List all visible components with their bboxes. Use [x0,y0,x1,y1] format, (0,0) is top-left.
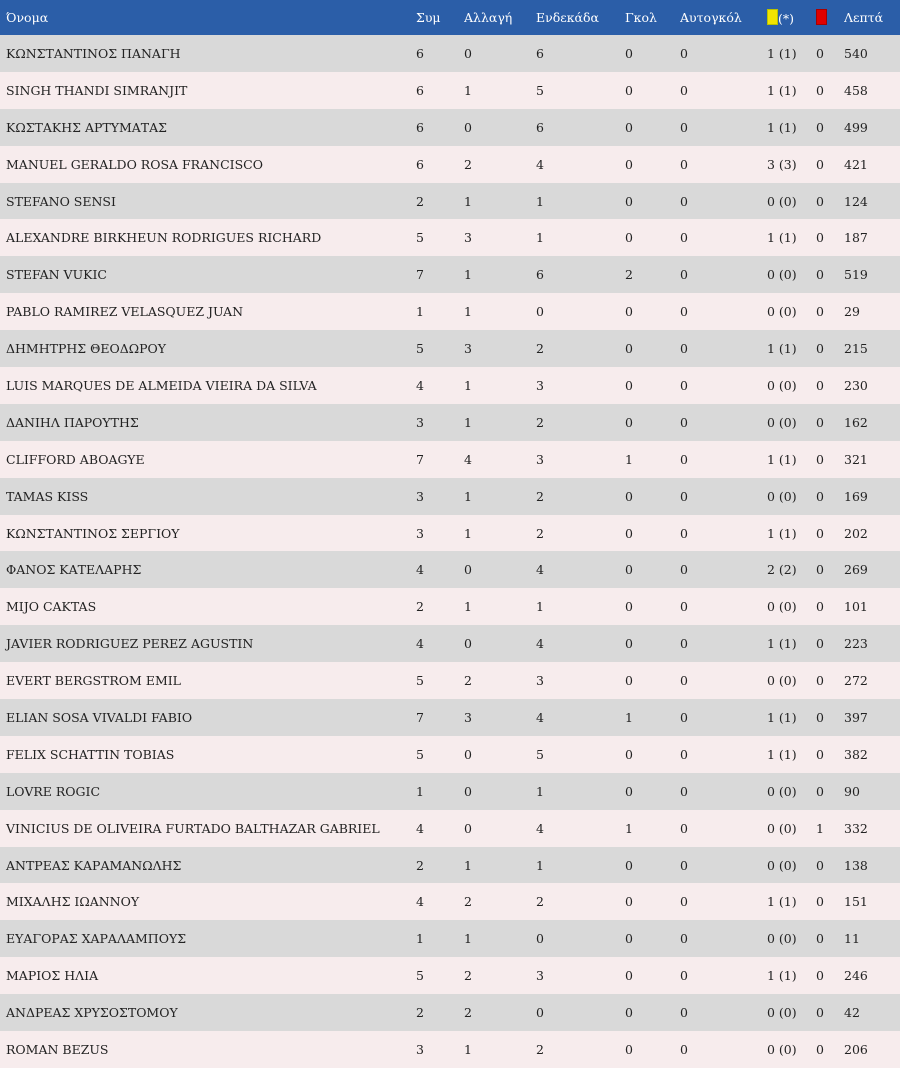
yellow-cards-value: 2 (2) [767,562,797,578]
minutes-value: 332 [844,820,868,836]
own-goals-value: 0 [680,783,688,799]
table-row [0,810,900,847]
subs-value: 3 [464,709,472,725]
starts-value: 4 [536,562,544,578]
table-row [0,847,900,884]
subs-value: 2 [464,894,472,910]
apps-value: 4 [416,636,424,652]
minutes-value: 458 [844,82,868,98]
table-row [0,293,900,330]
apps-value: 3 [416,1041,424,1057]
table-row [0,35,900,72]
red-cards-value: 0 [816,673,824,689]
red-cards-value: 0 [816,414,824,430]
subs-value: 3 [464,341,472,357]
goals-value: 0 [625,156,633,172]
subs-value: 2 [464,1005,472,1021]
table-row [0,367,900,404]
table-row [0,404,900,441]
subs-value: 0 [464,783,472,799]
starts-value: 3 [536,968,544,984]
table-row [0,920,900,957]
apps-value: 4 [416,820,424,836]
own-goals-value: 0 [680,857,688,873]
minutes-value: 397 [844,709,868,725]
yellow-cards-value: 1 (1) [767,894,797,910]
starts-value: 3 [536,377,544,393]
own-goals-value: 0 [680,1041,688,1057]
minutes-value: 162 [844,414,868,430]
minutes-value: 272 [844,673,868,689]
yellow-cards-value: 0 (0) [767,267,797,283]
starts-value: 4 [536,156,544,172]
own-goals-value: 0 [680,599,688,615]
goals-value: 2 [625,267,633,283]
player-name[interactable]: LOVRE ROGIC [6,783,101,799]
own-goals-value: 0 [680,525,688,541]
red-cards-value: 0 [816,451,824,467]
own-goals-value: 0 [680,82,688,98]
minutes-value: 151 [844,894,868,910]
yellow-cards-value: 1 (1) [767,119,797,135]
player-name[interactable]: ΔΗΜΗΤΡΗΣ ΘΕΟΔΩΡΟΥ [6,341,167,357]
yellow-cards-value: 1 (1) [767,968,797,984]
table-header-row [0,0,900,35]
table-row [0,146,900,183]
yellow-cards-value: 3 (3) [767,156,797,172]
own-goals-value: 0 [680,230,688,246]
own-goals-value: 0 [680,377,688,393]
subs-value: 0 [464,820,472,836]
player-name[interactable]: MIJO CAKTAS [6,599,97,615]
subs-value: 1 [464,267,472,283]
table-row [0,1031,900,1068]
own-goals-value: 0 [680,894,688,910]
subs-value: 1 [464,377,472,393]
yellow-cards-value: 1 (1) [767,525,797,541]
apps-value: 2 [416,599,424,615]
table-row [0,109,900,146]
goals-value: 0 [625,119,633,135]
goals-value: 0 [625,636,633,652]
goals-value: 0 [625,414,633,430]
red-cards-value: 0 [816,857,824,873]
subs-value: 2 [464,968,472,984]
player-name[interactable]: ΦΑΝΟΣ ΚΑΤΕΛΑΡΗΣ [6,562,142,578]
red-cards-value: 1 [816,820,824,836]
apps-value: 7 [416,267,424,283]
player-name[interactable]: PABLO RAMIREZ VELASQUEZ JUAN [6,304,244,320]
minutes-value: 321 [844,451,868,467]
yellow-cards-value: 1 (1) [767,341,797,357]
table-row [0,478,900,515]
red-cards-value: 0 [816,1041,824,1057]
apps-value: 5 [416,230,424,246]
goals-value: 1 [625,709,633,725]
own-goals-value: 0 [680,673,688,689]
red-cards-value: 0 [816,377,824,393]
red-cards-value: 0 [816,341,824,357]
red-cards-value: 0 [816,488,824,504]
table-row [0,72,900,109]
col-header-apps[interactable]: Συμ [416,10,441,25]
starts-value: 3 [536,673,544,689]
yellow-cards-value: 0 (0) [767,1041,797,1057]
own-goals-value: 0 [680,709,688,725]
minutes-value: 29 [844,304,860,320]
goals-value: 0 [625,783,633,799]
apps-value: 3 [416,414,424,430]
subs-value: 1 [464,488,472,504]
player-name[interactable]: JAVIER RODRIGUEZ PEREZ AGUSTIN [6,636,254,652]
player-name[interactable]: ΚΩΝΣΤΑΝΤΙΝΟΣ ΣΕΡΓΙΟΥ [6,525,180,541]
own-goals-value: 0 [680,156,688,172]
player-name[interactable]: ΜΑΡΙΟΣ ΗΛΙΑ [6,968,99,984]
goals-value: 0 [625,1041,633,1057]
own-goals-value: 0 [680,341,688,357]
yellow-cards-value: 0 (0) [767,488,797,504]
starts-value: 2 [536,414,544,430]
red-cards-value: 0 [816,968,824,984]
minutes-value: 138 [844,857,868,873]
goals-value: 0 [625,82,633,98]
goals-value: 0 [625,746,633,762]
apps-value: 4 [416,562,424,578]
table-row [0,957,900,994]
red-cards-value: 0 [816,746,824,762]
red-cards-value: 0 [816,82,824,98]
table-row [0,441,900,478]
starts-value: 5 [536,82,544,98]
red-cards-value: 0 [816,230,824,246]
apps-value: 5 [416,746,424,762]
player-name[interactable]: STEFANO SENSI [6,193,116,209]
apps-value: 7 [416,451,424,467]
subs-value: 1 [464,414,472,430]
player-name[interactable]: ROMAN BEZUS [6,1041,109,1057]
own-goals-value: 0 [680,746,688,762]
subs-value: 1 [464,525,472,541]
apps-value: 6 [416,119,424,135]
minutes-value: 42 [844,1005,860,1021]
own-goals-value: 0 [680,636,688,652]
minutes-value: 246 [844,968,868,984]
yellow-cards-value: 0 (0) [767,673,797,689]
red-cards-value: 0 [816,119,824,135]
goals-value: 0 [625,341,633,357]
minutes-value: 11 [844,931,860,947]
player-name[interactable]: SINGH THANDI SIMRANJIT [6,82,188,98]
subs-value: 4 [464,451,472,467]
own-goals-value: 0 [680,193,688,209]
yellow-cards-value: 1 (1) [767,45,797,61]
player-name[interactable]: EVERT BERGSTROM EMIL [6,673,181,689]
apps-value: 2 [416,193,424,209]
subs-value: 1 [464,82,472,98]
goals-value: 1 [625,451,633,467]
apps-value: 6 [416,45,424,61]
minutes-value: 202 [844,525,868,541]
player-name[interactable]: FELIX SCHATTIN TOBIAS [6,746,175,762]
goals-value: 0 [625,230,633,246]
player-name[interactable]: ΔΑΝΙΗΛ ΠΑΡΟΥΤΗΣ [6,414,139,430]
col-header-subs[interactable]: Αλλαγή [464,10,513,25]
player-name[interactable]: ΑΝΤΡΕΑΣ ΚΑΡΑΜΑΝΩΛΗΣ [6,857,182,873]
yellow-cards-value: 0 (0) [767,304,797,320]
red-cards-value: 0 [816,562,824,578]
own-goals-value: 0 [680,488,688,504]
red-cards-value: 0 [816,193,824,209]
minutes-value: 101 [844,599,868,615]
player-name[interactable]: ALEXANDRE BIRKHEUN RODRIGUES RICHARD [6,230,322,246]
subs-value: 0 [464,746,472,762]
red-cards-value: 0 [816,304,824,320]
goals-value: 0 [625,377,633,393]
player-name[interactable]: ΚΩΣΤΑΚΗΣ ΑΡΤΥΜΑΤΑΣ [6,119,168,135]
subs-value: 1 [464,857,472,873]
yellow-card-icon [767,9,778,25]
own-goals-value: 0 [680,45,688,61]
apps-value: 3 [416,525,424,541]
own-goals-value: 0 [680,562,688,578]
minutes-value: 223 [844,636,868,652]
goals-value: 0 [625,894,633,910]
starts-value: 1 [536,857,544,873]
table-row [0,256,900,293]
red-cards-value: 0 [816,525,824,541]
yellow-cards-value: 1 (1) [767,746,797,762]
goals-value: 0 [625,193,633,209]
goals-value: 0 [625,304,633,320]
minutes-value: 519 [844,267,868,283]
starts-value: 3 [536,451,544,467]
own-goals-value: 0 [680,414,688,430]
apps-value: 4 [416,377,424,393]
starts-value: 6 [536,267,544,283]
own-goals-value: 0 [680,1005,688,1021]
minutes-value: 187 [844,230,868,246]
yellow-cards-value: 1 (1) [767,230,797,246]
yellow-cards-value: 1 (1) [767,709,797,725]
red-cards-value: 0 [816,931,824,947]
subs-value: 0 [464,562,472,578]
starts-value: 0 [536,304,544,320]
starts-value: 2 [536,894,544,910]
starts-value: 0 [536,1005,544,1021]
table-body [0,35,900,1068]
starts-value: 1 [536,193,544,209]
red-cards-value: 0 [816,709,824,725]
own-goals-value: 0 [680,451,688,467]
apps-value: 5 [416,673,424,689]
starts-value: 1 [536,230,544,246]
starts-value: 2 [536,1041,544,1057]
table-row [0,699,900,736]
own-goals-value: 0 [680,820,688,836]
player-name[interactable]: VINICIUS DE OLIVEIRA FURTADO BALTHAZAR GABRIEL [6,820,380,836]
apps-value: 6 [416,156,424,172]
apps-value: 1 [416,304,424,320]
table-row [0,883,900,920]
yellow-suffix: (*) [778,11,795,26]
goals-value: 0 [625,931,633,947]
apps-value: 4 [416,894,424,910]
table-row [0,625,900,662]
starts-value: 6 [536,45,544,61]
player-name[interactable]: STEFAN VUKIC [6,267,107,283]
goals-value: 0 [625,599,633,615]
starts-value: 1 [536,783,544,799]
starts-value: 1 [536,599,544,615]
player-name[interactable]: LUIS MARQUES DE ALMEIDA VIEIRA DA SILVA [6,377,317,393]
subs-value: 1 [464,1041,472,1057]
goals-value: 0 [625,562,633,578]
goals-value: 1 [625,820,633,836]
goals-value: 0 [625,488,633,504]
goals-value: 0 [625,857,633,873]
player-name[interactable]: CLIFFORD ABOAGYE [6,451,145,467]
goals-value: 0 [625,1005,633,1021]
minutes-value: 269 [844,562,868,578]
red-cards-value: 0 [816,783,824,799]
subs-value: 2 [464,673,472,689]
red-cards-value: 0 [816,894,824,910]
starts-value: 0 [536,931,544,947]
yellow-cards-value: 0 (0) [767,857,797,873]
apps-value: 6 [416,82,424,98]
red-cards-value: 0 [816,267,824,283]
minutes-value: 215 [844,341,868,357]
apps-value: 5 [416,341,424,357]
starts-value: 2 [536,341,544,357]
yellow-cards-value: 0 (0) [767,783,797,799]
minutes-value: 382 [844,746,868,762]
yellow-cards-value: 0 (0) [767,820,797,836]
yellow-cards-value: 1 (1) [767,451,797,467]
player-name[interactable]: ΑΝΔΡΕΑΣ ΧΡΥΣΟΣΤΟΜΟΥ [6,1005,178,1021]
apps-value: 2 [416,1005,424,1021]
yellow-cards-value: 0 (0) [767,1005,797,1021]
minutes-value: 421 [844,156,868,172]
red-cards-value: 0 [816,156,824,172]
table-row [0,219,900,256]
goals-value: 0 [625,968,633,984]
apps-value: 1 [416,931,424,947]
subs-value: 0 [464,636,472,652]
minutes-value: 206 [844,1041,868,1057]
own-goals-value: 0 [680,267,688,283]
starts-value: 4 [536,820,544,836]
own-goals-value: 0 [680,304,688,320]
table-row [0,662,900,699]
starts-value: 4 [536,636,544,652]
table-row [0,773,900,810]
minutes-value: 499 [844,119,868,135]
goals-value: 0 [625,45,633,61]
minutes-value: 90 [844,783,860,799]
yellow-cards-value: 1 (1) [767,636,797,652]
player-name[interactable]: TAMAS KISS [6,488,89,504]
col-header-own-goals[interactable]: Αυτογκόλ [680,10,742,25]
starts-value: 2 [536,488,544,504]
starts-value: 6 [536,119,544,135]
table-row [0,588,900,625]
table-row [0,994,900,1031]
own-goals-value: 0 [680,119,688,135]
red-cards-value: 0 [816,1005,824,1021]
col-header-starts[interactable]: Ενδεκάδα [536,10,599,25]
own-goals-value: 0 [680,968,688,984]
red-card-icon [816,9,827,25]
apps-value: 7 [416,709,424,725]
minutes-value: 230 [844,377,868,393]
starts-value: 2 [536,525,544,541]
apps-value: 3 [416,488,424,504]
table-row [0,183,900,220]
yellow-cards-value: 0 (0) [767,377,797,393]
own-goals-value: 0 [680,931,688,947]
apps-value: 2 [416,857,424,873]
subs-value: 2 [464,156,472,172]
red-cards-value: 0 [816,45,824,61]
minutes-value: 540 [844,45,868,61]
col-header-name[interactable]: Όνομα [6,10,49,25]
subs-value: 3 [464,230,472,246]
red-cards-value: 0 [816,636,824,652]
table-row [0,515,900,552]
apps-value: 5 [416,968,424,984]
player-name[interactable]: MANUEL GERALDO ROSA FRANCISCO [6,156,263,172]
starts-value: 4 [536,709,544,725]
minutes-value: 124 [844,193,868,209]
goals-value: 0 [625,525,633,541]
player-name[interactable]: ΚΩΝΣΤΑΝΤΙΝΟΣ ΠΑΝΑΓΗ [6,45,181,61]
minutes-value: 169 [844,488,868,504]
player-name[interactable]: ΜΙΧΑΛΗΣ ΙΩΑΝΝΟΥ [6,894,140,910]
player-name[interactable]: ELIAN SOSA VIVALDI FABIO [6,709,193,725]
col-header-red[interactable] [816,0,844,35]
subs-value: 1 [464,193,472,209]
starts-value: 5 [536,746,544,762]
subs-value: 1 [464,599,472,615]
subs-value: 1 [464,931,472,947]
yellow-cards-value: 0 (0) [767,931,797,947]
goals-value: 0 [625,673,633,689]
table-row [0,736,900,773]
col-header-minutes[interactable]: Λεπτά [844,10,884,25]
subs-value: 0 [464,119,472,135]
table-row [0,551,900,588]
subs-value: 0 [464,45,472,61]
yellow-cards-value: 0 (0) [767,414,797,430]
yellow-cards-value: 0 (0) [767,193,797,209]
subs-value: 1 [464,304,472,320]
red-cards-value: 0 [816,599,824,615]
apps-value: 1 [416,783,424,799]
col-header-goals[interactable]: Γκολ [625,10,657,25]
table-row [0,330,900,367]
yellow-cards-value: 0 (0) [767,599,797,615]
player-name[interactable]: ΕΥΑΓΟΡΑΣ ΧΑΡΑΛΑΜΠΟΥΣ [6,931,187,947]
yellow-cards-value: 1 (1) [767,82,797,98]
col-header-yellow[interactable] [767,0,816,35]
